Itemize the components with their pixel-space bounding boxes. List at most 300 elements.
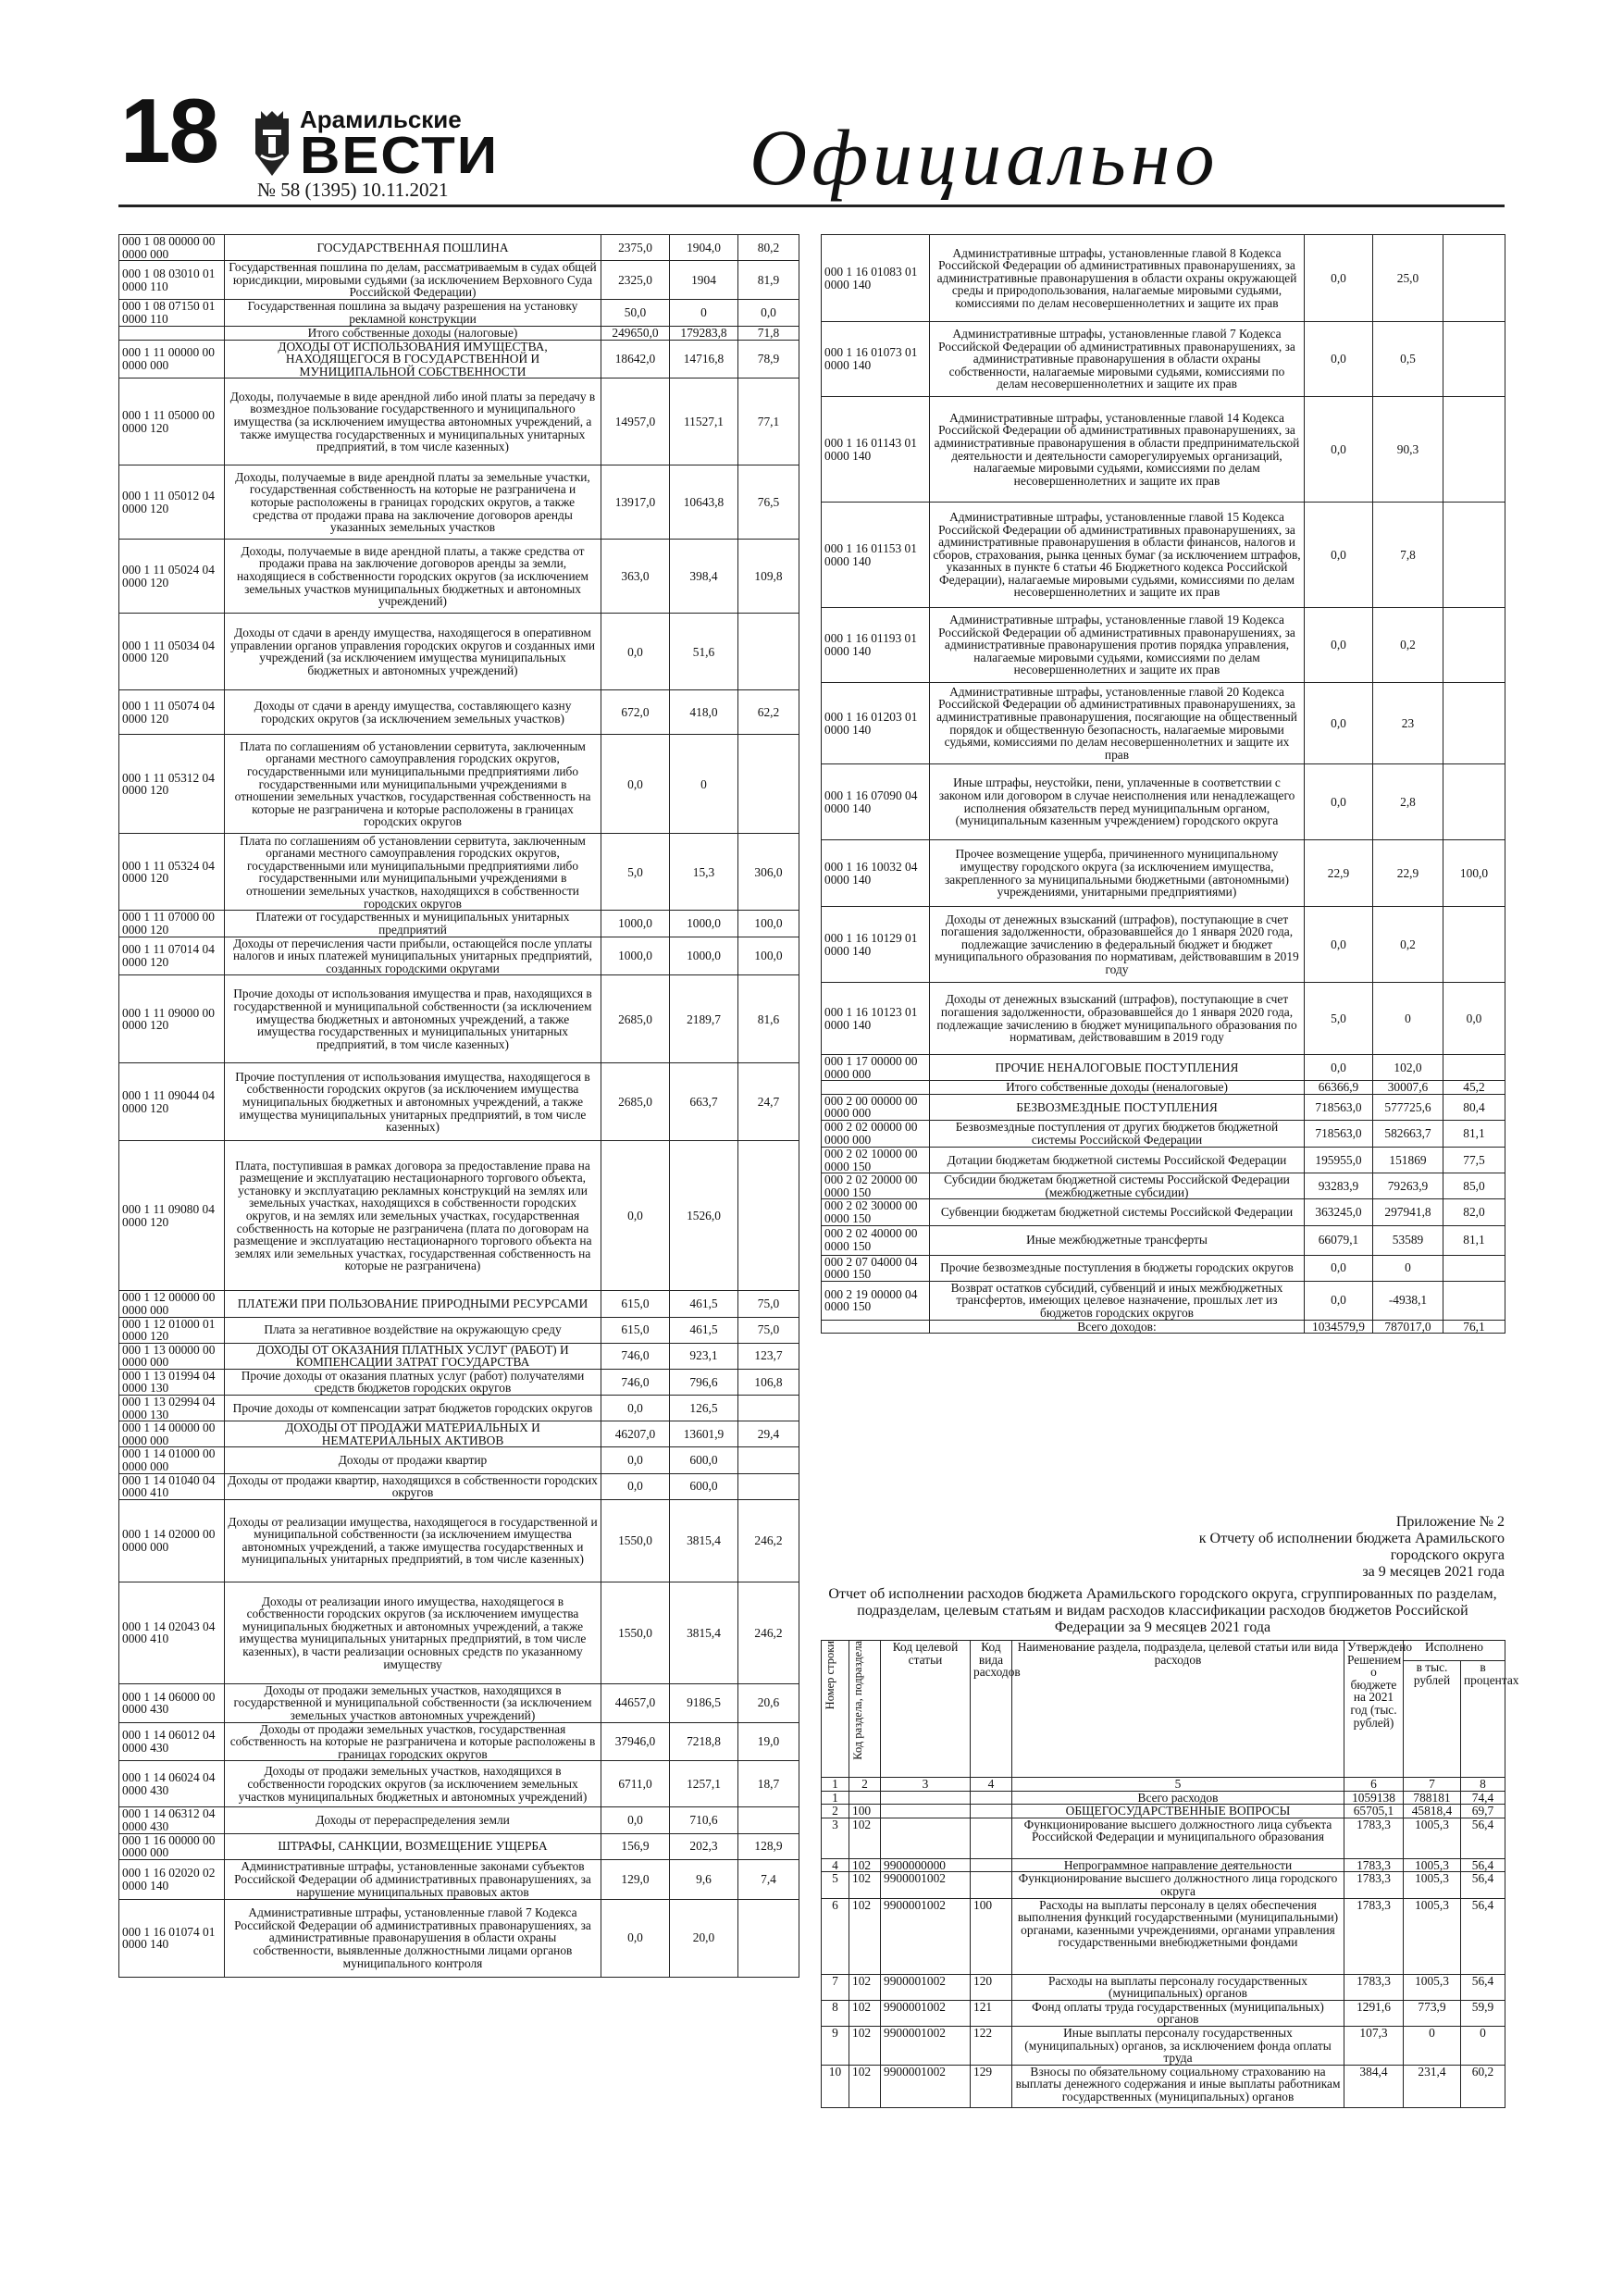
row-percent [1443, 1055, 1505, 1081]
row-percent [1443, 608, 1505, 683]
row-kind: 121 [971, 2000, 1012, 2026]
row-fact: -4938,1 [1373, 1281, 1443, 1320]
row-fact: 102,0 [1373, 1055, 1443, 1081]
col-row-number: Номер строки [822, 1641, 849, 1778]
row-plan: 746,0 [601, 1369, 670, 1395]
row-fact: 1526,0 [670, 1141, 738, 1291]
row-executed: 788181 [1404, 1791, 1461, 1805]
row-name: Доходы от продажи квартир, находящихся в собственности городских округов [225, 1473, 601, 1499]
row-fact: 1000,0 [670, 911, 738, 937]
table-row [822, 1225, 1505, 1255]
row-executed: 45818,4 [1404, 1805, 1461, 1818]
row-fact: 20,0 [670, 1899, 738, 1977]
row-code: 000 1 16 01193 01 0000 140 [822, 608, 930, 683]
row-name: Прочие доходы от использования имущества и прав, находящихся в государственной и муниципальной собственности (за исключением имущества бюджетных и автономных учреждений, а также имущества государственных и муниципальных унитарных предприятий, в том числе казенных) [225, 975, 601, 1063]
row-fact: 2,8 [1373, 764, 1443, 840]
appendix-line: городского округа [1390, 1547, 1505, 1563]
row-percent: 56,4 [1461, 1974, 1505, 2000]
table-row [822, 1898, 1505, 1974]
table-row [822, 1147, 1505, 1173]
table-row [119, 1421, 799, 1447]
row-name: Прочие доходы от оказания платных услуг (работ) получателями средств бюджетов городских округов [225, 1369, 601, 1395]
row-name: ГОСУДАРСТВЕННАЯ ПОШЛИНА [225, 235, 601, 261]
row-code [119, 326, 225, 340]
row-fact: 25,0 [1373, 235, 1443, 322]
row-percent: 81,1 [1443, 1225, 1505, 1255]
row-name: Взносы по обязательному социальному страхованию на выплаты денежного содержания и иные выплаты работникам государственных (муниципальных) органов [1012, 2065, 1344, 2107]
page-number: 18 [120, 80, 218, 181]
row-percent: 80,2 [738, 235, 799, 261]
table-row [822, 235, 1505, 322]
row-code: 000 1 16 00000 00 0000 000 [119, 1833, 225, 1859]
row-number: 6 [822, 1898, 849, 1974]
row-fact: 7,8 [1373, 503, 1443, 608]
row-fact: 2189,7 [670, 975, 738, 1063]
row-target [881, 1818, 971, 1858]
row-code: 000 1 14 06000 00 0000 430 [119, 1683, 225, 1722]
row-code: 000 1 16 01153 01 0000 140 [822, 503, 930, 608]
row-name: Плата за негативное воздействие на окружающую среду [225, 1317, 601, 1343]
row-fact: 787017,0 [1373, 1320, 1443, 1334]
row-fact: 0,5 [1373, 322, 1443, 397]
row-name: ДОХОДЫ ОТ ПРОДАЖИ МАТЕРИАЛЬНЫХ И НЕМАТЕРИАЛЬНЫХ АКТИВОВ [225, 1421, 601, 1447]
row-approved: 1783,3 [1344, 1818, 1404, 1858]
table-row [119, 1369, 799, 1395]
row-name: Доходы от денежных взысканий (штрафов), поступающие в счет погашения задолженности, образовавшейся до 1 января 2020 года, подлежащие зачислению в федеральный бюджет и бюджет муниципального образования по нормативам, действовавшим в 2019 году [930, 907, 1305, 983]
table-row [119, 465, 799, 540]
table-row [119, 1761, 799, 1807]
col-approved: Утвержденo Решением о бюджете на 2021 год (тыс. рублей) [1344, 1641, 1404, 1778]
row-name: Функционирование высшего должностного лица субъекта Российской Федерации и муниципального образования [1012, 1818, 1344, 1858]
table-row [822, 1805, 1505, 1818]
row-fact: 710,6 [670, 1807, 738, 1833]
row-percent [1443, 907, 1505, 983]
table-row [119, 1141, 799, 1291]
table-row [119, 614, 799, 690]
row-percent [738, 735, 799, 834]
expense-table [821, 1640, 1519, 2108]
row-plan: 615,0 [601, 1317, 670, 1343]
row-kind: 100 [971, 1898, 1012, 1974]
row-target: 9900001002 [881, 2065, 971, 2107]
row-percent: 7,4 [738, 1859, 799, 1899]
table-row [119, 690, 799, 735]
row-code: 000 1 16 10123 01 0000 140 [822, 983, 930, 1055]
row-name: ПРОЧИЕ НЕНАЛОГОВЫЕ ПОСТУПЛЕНИЯ [930, 1055, 1305, 1081]
row-name: Административные штрафы, установленные главой 15 Кодекса Российской Федерации об административных правонарушениях, за административные правонарушения в области финансов, налогов и сборов, страхования, рынка ценных бумаг (за исключением штрафов, указанных в пункте 6 статьи 46 Бюджетного кодекса Российской Федерации), налагаемые мировыми судьями, комиссиями по делам несовершеннолетних и защите их прав [930, 503, 1305, 608]
col-exec-pct: в процентах [1461, 1661, 1505, 1778]
row-percent [1443, 322, 1505, 397]
row-percent: 76,1 [1443, 1320, 1505, 1334]
row-fact: 11527,1 [670, 379, 738, 465]
row-kind: 129 [971, 2065, 1012, 2107]
table-row [119, 261, 799, 300]
row-fact: 7218,8 [670, 1722, 738, 1761]
row-name: Субвенции бюджетам бюджетной системы Российской Федерации [930, 1199, 1305, 1225]
row-code: 000 1 14 00000 00 0000 000 [119, 1421, 225, 1447]
table-row [119, 975, 799, 1063]
row-fact: 297941,8 [1373, 1199, 1443, 1225]
row-fact: 0,2 [1373, 907, 1443, 983]
row-name: Административные штрафы, установленные главой 7 Кодекса Российской Федерации об административных правонарушениях, за административные правонарушения в области охраны собственности, выявленные должностными лицами органов муниципального контроля [225, 1899, 601, 1977]
row-code: 000 1 08 03010 01 0000 110 [119, 261, 225, 300]
row-name: Плата по соглашениям об установлении сервитута, заключенным органами местного самоуправления городских округов, государственными или муниципальными предприятиями либо государственными или муниципальными учреждениями в отношении земельных участков, государственная собственность на которые не разграничена и которые расположены в границах городских округов [225, 735, 601, 834]
row-plan: 66079,1 [1305, 1225, 1373, 1255]
row-percent: 74,4 [1461, 1791, 1505, 1805]
row-percent: 75,0 [738, 1291, 799, 1317]
row-target: 9900001002 [881, 1974, 971, 2000]
row-code: 000 2 07 04000 04 0000 150 [822, 1255, 930, 1281]
row-name: Иные межбюджетные трансферты [930, 1225, 1305, 1255]
table-row [822, 1094, 1505, 1120]
row-section: 102 [849, 2000, 881, 2026]
row-name: Расходы на выплаты персоналу в целях обеспечения выполнения функций государственными (муниципальными) органами, казенными учреждениями, органами управления государственными внебюджетными фондами [1012, 1898, 1344, 1974]
row-fact: 1257,1 [670, 1761, 738, 1807]
row-code: 000 1 13 02994 04 0000 130 [119, 1396, 225, 1421]
row-section: 102 [849, 2065, 881, 2107]
row-fact: 23 [1373, 683, 1443, 764]
row-name: Плата, поступившая в рамках договора за предоставление права на размещение и эксплуатацию нестационарного торгового объекта, установку и эксплуатацию рекламных конструкций на землях или земельных участках, находящихся в собственности городских округов, и на землях или земельных участках, государственная собственность на которые не разграничена (плата по договорам на размещение и эксплуатацию нестационарного торгового объекта на землях или земельных участках, государственная собственность на которые не разграничена) [225, 1141, 601, 1291]
row-code: 000 1 17 00000 00 0000 000 [822, 1055, 930, 1081]
row-section: 102 [849, 1974, 881, 2000]
table-row [822, 1872, 1505, 1898]
row-name: Административные штрафы, установленные главой 19 Кодекса Российской Федерации об административных правонарушениях, за административные правонарушения против порядка управления, налагаемые мировыми судьями, комиссиями по делам несовершеннолетних и защите их прав [930, 608, 1305, 683]
row-plan: 46207,0 [601, 1421, 670, 1447]
col-exec-rub: в тыс. рублей [1404, 1661, 1461, 1778]
row-percent [738, 1396, 799, 1421]
row-code: 000 1 13 01994 04 0000 130 [119, 1369, 225, 1395]
row-plan: 615,0 [601, 1291, 670, 1317]
row-code: 000 1 11 05034 04 0000 120 [119, 614, 225, 690]
row-target: 9900001002 [881, 1872, 971, 1898]
col-num: 3 [881, 1778, 971, 1792]
row-fact: 51,6 [670, 614, 738, 690]
row-kind [971, 1818, 1012, 1858]
row-plan: 0,0 [1305, 608, 1373, 683]
table-row [119, 834, 799, 911]
row-percent: 71,8 [738, 326, 799, 340]
row-code: 000 1 11 05012 04 0000 120 [119, 465, 225, 540]
table-row [119, 326, 799, 340]
row-percent: 0,0 [738, 299, 799, 326]
table-row [119, 1807, 799, 1833]
row-plan: 746,0 [601, 1343, 670, 1369]
row-name: Доходы, получаемые в виде арендной либо иной платы за передачу в возмездное пользование государственного и муниципального имущества (за исключением имущества автономных учреждений, а также имущества государственных и муниципальных унитарных предприятий, в том числе казенных) [225, 379, 601, 465]
row-kind [971, 1791, 1012, 1805]
row-name: Субсидии бюджетам бюджетной системы Российской Федерации (межбюджетные субсидии) [930, 1173, 1305, 1199]
row-name: Доходы, получаемые в виде арендной платы за земельные участки, государственная собственность на которые не разграничена и которые расположены в границах городских округов, а также средства от продажи права на заключение договоров аренды указанных земельных участков [225, 465, 601, 540]
row-percent: 109,8 [738, 540, 799, 614]
row-percent: 81,6 [738, 975, 799, 1063]
table-row [822, 1320, 1505, 1334]
row-name: Возврат остатков субсидий, субвенций и иных межбюджетных трансфертов, имеющих целевое назначение, прошлых лет из бюджетов городских округов [930, 1281, 1305, 1320]
row-percent [1443, 1255, 1505, 1281]
logo-title: ВЕСТИ [300, 125, 499, 185]
row-fact: 79263,9 [1373, 1173, 1443, 1199]
row-plan: 6711,0 [601, 1761, 670, 1807]
row-percent [738, 1807, 799, 1833]
row-number: 4 [822, 1858, 849, 1872]
row-plan: 0,0 [1305, 907, 1373, 983]
row-fact: 600,0 [670, 1447, 738, 1473]
row-name: Дотации бюджетам бюджетной системы Российской Федерации [930, 1147, 1305, 1173]
row-percent: 19,0 [738, 1722, 799, 1761]
row-name: ШТРАФЫ, САНКЦИИ, ВОЗМЕЩЕНИЕ УЩЕРБА [225, 1833, 601, 1859]
table-row [822, 1818, 1505, 1858]
row-percent [738, 1447, 799, 1473]
row-fact: 3815,4 [670, 1582, 738, 1683]
table-row [119, 1899, 799, 1977]
row-name: Всего доходов: [930, 1320, 1305, 1334]
row-plan: 18642,0 [601, 340, 670, 379]
table-row [822, 1199, 1505, 1225]
row-plan: 2325,0 [601, 261, 670, 300]
table-row [822, 503, 1505, 608]
row-approved: 1291,6 [1344, 2000, 1404, 2026]
row-name: Административные штрафы, установленные законами субъектов Российской Федерации об административных правонарушениях, за нарушение муниципальных правовых актов [225, 1859, 601, 1899]
table-row [822, 1055, 1505, 1081]
col-section-code: Код раздела, подраздела [849, 1641, 881, 1778]
table-row [119, 1683, 799, 1722]
row-fact: 663,7 [670, 1063, 738, 1141]
row-fact: 398,4 [670, 540, 738, 614]
row-executed: 1005,3 [1404, 1872, 1461, 1898]
row-fact: 0 [1373, 1255, 1443, 1281]
row-plan: 1550,0 [601, 1582, 670, 1683]
row-kind [971, 1872, 1012, 1898]
row-percent: 0 [1461, 2026, 1505, 2065]
row-code [822, 1081, 930, 1095]
row-name: Доходы от денежных взысканий (штрафов), поступающие в счет погашения задолженности, образовавшейся до 1 января 2020 года, подлежащие зачислению в бюджет муниципального образования по нормативам, действовавшим в 2019 году [930, 983, 1305, 1055]
row-percent: 77,1 [738, 379, 799, 465]
row-approved: 1783,3 [1344, 1858, 1404, 1872]
table-row [119, 540, 799, 614]
row-percent [1443, 1281, 1505, 1320]
row-percent: 246,2 [738, 1499, 799, 1582]
table-row [119, 1063, 799, 1141]
row-fact: 600,0 [670, 1473, 738, 1499]
row-name: Доходы от продажи земельных участков, находящихся в собственности городских округов (за исключением земельных участков муниципальных бюджетных и автономных учреждений) [225, 1761, 601, 1807]
row-plan: 1550,0 [601, 1499, 670, 1582]
row-approved: 384,4 [1344, 2065, 1404, 2107]
row-name: Фонд оплаты труда государственных (муниципальных) органов [1012, 2000, 1344, 2026]
row-percent: 76,5 [738, 465, 799, 540]
row-code: 000 1 14 06312 04 0000 430 [119, 1807, 225, 1833]
table-row [822, 764, 1505, 840]
row-percent: 75,0 [738, 1317, 799, 1343]
table-row [822, 907, 1505, 983]
table-row [119, 735, 799, 834]
row-percent: 306,0 [738, 834, 799, 911]
row-executed: 1005,3 [1404, 1858, 1461, 1872]
row-percent [1443, 683, 1505, 764]
appendix-note [1101, 1514, 1505, 1581]
row-code: 000 1 12 01000 01 0000 120 [119, 1317, 225, 1343]
row-approved: 1059138 [1344, 1791, 1404, 1805]
table-row [822, 1974, 1505, 2000]
row-percent: 100,0 [738, 937, 799, 975]
col-num: 4 [971, 1778, 1012, 1792]
row-name: Прочее возмещение ущерба, причиненного муниципальному имуществу городского округа (за исключением имущества, закрепленного за муниципальными бюджетными (автономными) учреждениями, унитарными предприятиями) [930, 840, 1305, 907]
row-plan: 0,0 [1305, 322, 1373, 397]
table-row [822, 1858, 1505, 1872]
row-fact: 0,2 [1373, 608, 1443, 683]
row-code: 000 1 16 02020 02 0000 140 [119, 1859, 225, 1899]
row-plan: 129,0 [601, 1859, 670, 1899]
row-plan: 0,0 [1305, 1281, 1373, 1320]
row-percent: 100,0 [1443, 840, 1505, 907]
table-row [822, 2000, 1505, 2026]
row-name: Административные штрафы, установленные главой 14 Кодекса Российской Федерации об административных правонарушениях, за административные правонарушения в области предпринимательской деятельности и деятельности саморегулируемых организаций, налагаемые мировыми судьями, комиссиями по делам несовершеннолетних и защите их прав [930, 397, 1305, 503]
row-percent [1443, 503, 1505, 608]
row-kind: 120 [971, 1974, 1012, 2000]
row-fact: 151869 [1373, 1147, 1443, 1173]
row-percent: 60,2 [1461, 2065, 1505, 2107]
row-percent: 56,4 [1461, 1898, 1505, 1974]
row-percent [738, 1141, 799, 1291]
row-fact: 577725,6 [1373, 1094, 1443, 1120]
row-percent: 56,4 [1461, 1858, 1505, 1872]
row-code: 000 1 08 00000 00 0000 000 [119, 235, 225, 261]
table-row [822, 1081, 1505, 1095]
row-plan: 2375,0 [601, 235, 670, 261]
row-percent [1443, 235, 1505, 322]
row-fact: 0 [670, 735, 738, 834]
table-row [119, 1833, 799, 1859]
row-percent [738, 614, 799, 690]
coat-of-arms-icon [252, 109, 292, 178]
col-name: Наименование раздела, подраздела, целевой статьи или вида расходов [1012, 1641, 1344, 1778]
row-code: 000 1 16 10032 04 0000 140 [822, 840, 930, 907]
row-plan: 718563,0 [1305, 1120, 1373, 1147]
row-code: 000 1 13 00000 00 0000 000 [119, 1343, 225, 1369]
row-executed: 1005,3 [1404, 1974, 1461, 2000]
row-name: ДОХОДЫ ОТ ОКАЗАНИЯ ПЛАТНЫХ УСЛУГ (РАБОТ) И КОМПЕНСАЦИИ ЗАТРАТ ГОСУДАРСТВА [225, 1343, 601, 1369]
row-percent: 29,4 [738, 1421, 799, 1447]
row-executed: 1005,3 [1404, 1898, 1461, 1974]
row-percent: 24,7 [738, 1063, 799, 1141]
col-num: 5 [1012, 1778, 1344, 1792]
row-fact: 461,5 [670, 1317, 738, 1343]
row-name: Государственная пошлина по делам, рассматриваемым в судах общей юрисдикции, мировыми судьями (за исключением Верховного Суда Российской Федерации) [225, 261, 601, 300]
row-name: Административные штрафы, установленные главой 8 Кодекса Российской Федерации об административных правонарушениях, за административные правонарушения в области охраны окружающей среды и природопользования, налагаемые мировыми судьями, комиссиями по делам несовершеннолетних и защите их прав [930, 235, 1305, 322]
row-name: Плата по соглашениям об установлении сервитута, заключенным органами местного самоуправления городских округов, государственными или муниципальными предприятиями либо государственными или муниципальными учреждениями в отношении земельных участков, находящихся в собственности городских округов [225, 834, 601, 911]
row-fact: 461,5 [670, 1291, 738, 1317]
row-plan: 0,0 [1305, 683, 1373, 764]
col-num: 2 [849, 1778, 881, 1792]
row-name: Доходы от продажи квартир [225, 1447, 601, 1473]
row-name: Итого собственные доходы (налоговые) [225, 326, 601, 340]
row-code: 000 1 14 02043 04 0000 410 [119, 1582, 225, 1683]
row-code: 000 1 11 05000 00 0000 120 [119, 379, 225, 465]
row-name: ПЛАТЕЖИ ПРИ ПОЛЬЗОВАНИЕ ПРИРОДНЫМИ РЕСУРСАМИ [225, 1291, 601, 1317]
row-plan: 718563,0 [1305, 1094, 1373, 1120]
row-plan: 0,0 [1305, 764, 1373, 840]
row-percent: 18,7 [738, 1761, 799, 1807]
row-code: 000 1 11 00000 00 0000 000 [119, 340, 225, 379]
row-percent [738, 1899, 799, 1977]
row-percent: 82,0 [1443, 1199, 1505, 1225]
row-executed: 0 [1404, 2026, 1461, 2065]
row-plan: 363,0 [601, 540, 670, 614]
table-row [119, 1396, 799, 1421]
row-code: 000 1 16 01083 01 0000 140 [822, 235, 930, 322]
row-code: 000 1 12 00000 00 0000 000 [119, 1291, 225, 1317]
row-code: 000 1 16 01073 01 0000 140 [822, 322, 930, 397]
row-plan: 0,0 [1305, 1055, 1373, 1081]
row-fact: 582663,7 [1373, 1120, 1443, 1147]
row-executed: 231,4 [1404, 2065, 1461, 2107]
row-code: 000 1 14 06024 04 0000 430 [119, 1761, 225, 1807]
row-fact: 14716,8 [670, 340, 738, 379]
row-plan: 22,9 [1305, 840, 1373, 907]
row-plan: 44657,0 [601, 1683, 670, 1722]
row-name: Административные штрафы, установленные главой 20 Кодекса Российской Федерации об административных правонарушениях, за административные правонарушения, посягающие на общественный порядок и общественную безопасность, налагаемые мировыми судьями, комиссиями по делам несовершеннолетних и защите их прав [930, 683, 1305, 764]
row-name: Иные штрафы, неустойки, пени, уплаченные в соответствии с законом или договором в случае неисполнения или ненадлежащего исполнения обязательств перед муниципальным органом, (муниципальным казенным учреждением) городского округа [930, 764, 1305, 840]
row-code: 000 1 11 09044 04 0000 120 [119, 1063, 225, 1141]
row-executed: 1005,3 [1404, 1818, 1461, 1858]
col-num: 1 [822, 1778, 849, 1792]
issue-info: № 58 (1395) 10.11.2021 [257, 179, 449, 201]
table-row [822, 1255, 1505, 1281]
row-plan: 2685,0 [601, 1063, 670, 1141]
row-plan: 0,0 [601, 614, 670, 690]
row-number: 8 [822, 2000, 849, 2026]
row-plan: 0,0 [1305, 397, 1373, 503]
row-percent: 246,2 [738, 1582, 799, 1683]
row-name: Прочие поступления от использования имущества, находящегося в собственности городских округов (за исключением имущества муниципальных бюджетных и автономных учреждений, а также имущества муниципальных унитарных предприятий, в том числе казенных) [225, 1063, 601, 1141]
table-row [822, 1281, 1505, 1320]
row-name: Доходы от перераспределения земли [225, 1807, 601, 1833]
row-code: 000 1 16 01203 01 0000 140 [822, 683, 930, 764]
row-number: 3 [822, 1818, 849, 1858]
row-plan: 0,0 [601, 1396, 670, 1421]
row-percent: 78,9 [738, 340, 799, 379]
col-target-code: Код целевой статьи [881, 1641, 971, 1778]
row-code: 000 1 11 05324 04 0000 120 [119, 834, 225, 911]
row-code: 000 2 02 30000 00 0000 150 [822, 1199, 930, 1225]
report-title: Отчет об исполнении расходов бюджета Арамильского городского округа, сгруппированных по разделам, подразделам, целевым статьям и видам расходов классификации расходов бюджетов Российской Федерации за 9 месяцев 2021 года [828, 1586, 1497, 1635]
row-fact: 9,6 [670, 1859, 738, 1899]
row-number: 7 [822, 1974, 849, 2000]
row-code: 000 2 02 10000 00 0000 150 [822, 1147, 930, 1173]
table-row [822, 683, 1505, 764]
row-target [881, 1805, 971, 1818]
income-table-left [118, 234, 799, 1978]
table-row [822, 1173, 1505, 1199]
row-plan: 0,0 [601, 1447, 670, 1473]
row-plan: 195955,0 [1305, 1147, 1373, 1173]
table-row [119, 235, 799, 261]
row-plan: 0,0 [601, 1473, 670, 1499]
row-percent: 77,5 [1443, 1147, 1505, 1173]
table-row [822, 1120, 1505, 1147]
row-name: Расходы на выплаты персоналу государственных (муниципальных) органов [1012, 1974, 1344, 2000]
row-percent [1443, 764, 1505, 840]
row-plan: 5,0 [601, 834, 670, 911]
row-plan: 13917,0 [601, 465, 670, 540]
row-fact: 126,5 [670, 1396, 738, 1421]
table-row [119, 340, 799, 379]
row-fact: 0 [1373, 983, 1443, 1055]
row-name: Доходы от реализации иного имущества, находящегося в собственности городских округов (за исключением имущества муниципальных бюджетных и автономных учреждений, а также имущества муниципальных унитарных предприятий, в том числе казенных), в части реализации основных средств по указанному имуществу [225, 1582, 601, 1683]
row-plan: 1000,0 [601, 937, 670, 975]
row-code: 000 1 16 01143 01 0000 140 [822, 397, 930, 503]
row-plan: 5,0 [1305, 983, 1373, 1055]
row-name: БЕЗВОЗМЕЗДНЫЕ ПОСТУПЛЕНИЯ [930, 1094, 1305, 1120]
row-percent: 106,8 [738, 1369, 799, 1395]
row-code: 000 2 00 00000 00 0000 000 [822, 1094, 930, 1120]
